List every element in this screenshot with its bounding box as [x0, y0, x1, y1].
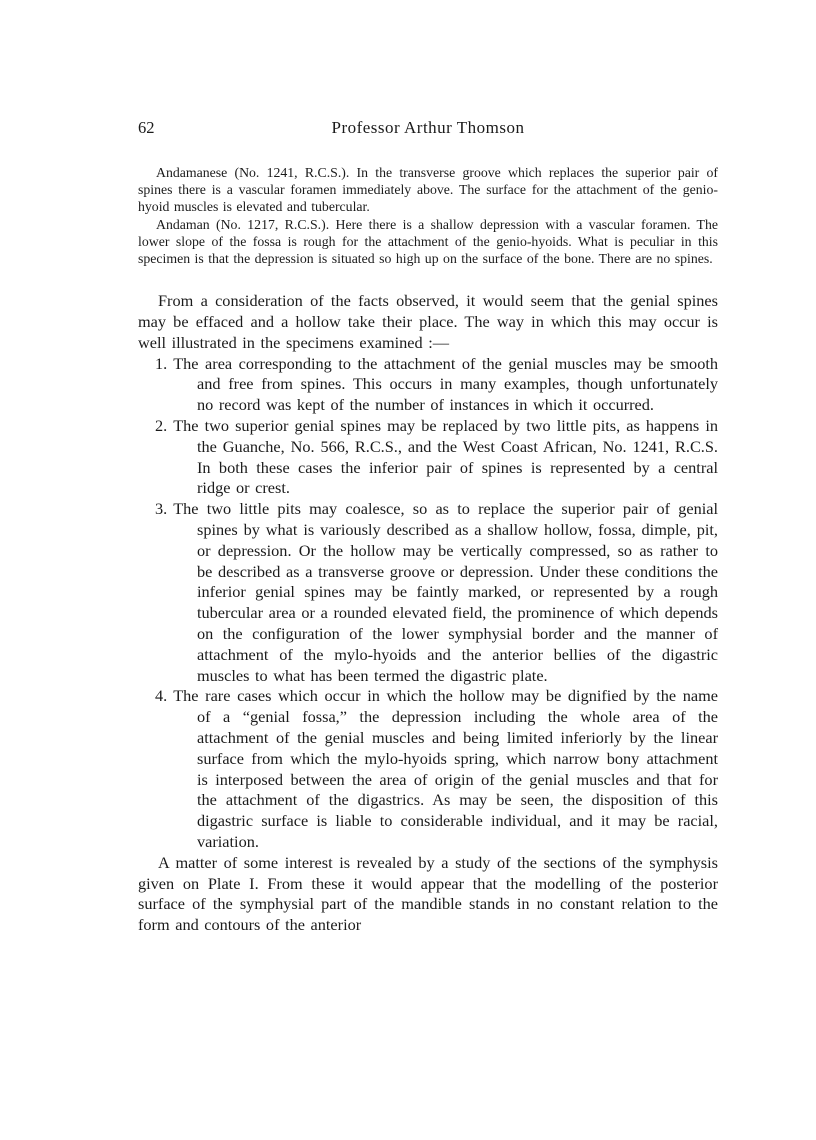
list-item-number: 3. — [155, 499, 168, 519]
list-item-number: 1. — [155, 353, 168, 373]
list-item — [138, 686, 718, 852]
closing-paragraph: A matter of some interest is revealed by a study of the sections of the symphysis given on Plate I. From these it would appear that the modelling of the posterior surface of the symphysial part of the mandible stands in no constant relation to the form and contours of the anterior — [138, 852, 718, 935]
list-item — [138, 499, 718, 686]
running-head: Professor Arthur Thomson — [331, 118, 525, 137]
page-number: 62 — [138, 118, 155, 137]
list-item — [138, 354, 718, 416]
list-item-number: 2. — [155, 416, 168, 435]
opening-paragraph: From a consideration of the facts observed, it would seem that the genial spines may be effaced and a hollow take their place. The way in which this may occur is well illustrated in the specimens examined :— — [138, 291, 718, 352]
specimen-note-andaman: Andaman (No. 1217, R.C.S.). Here there is a shallow depression with a vascular foramen. The lower slope of the fossa is rough for the attachment of the genio-hyoids. What is peculiar in this specimen is that the depression is situated so high up on the surface of the bone. There are no spines. — [138, 216, 718, 267]
list-item-number: 4. — [155, 686, 168, 706]
main-text-block — [138, 291, 718, 936]
list-item — [138, 416, 718, 499]
list-item-text: The area corresponding to the attachment of the genial muscles may be smooth and free from spines. This occurs in many examples, though unfortunately no record was kept of the number of instances in which it occurred. — [173, 353, 718, 415]
list-item-text: The rare cases which occur in which the hollow may be dignified by the name of a “genial fossa,” the depression including the whole area of the attachment of the genial muscles and being limited inferiorly by the linear surface from which the mylo-hyoids spring, which narrow bony attachment is interposed between the area of origin of the genial muscles and that for the attachment of the digastrics. As may be seen, the disposition of this digastric surface is liable to considerable individual, and it may be racial, variation. — [173, 686, 718, 851]
specimen-notes-block — [138, 164, 718, 267]
specimen-note-andamanese: Andamanese (No. 1241, R.C.S.). In the transverse groove which replaces the superior pair of spines there is a vascular foramen immediately above. The surface for the attachment of the genio-hyoid muscles is elevated and tubercular. — [138, 165, 718, 215]
list-item-text: The two superior genial spines may be replaced by two little pits, as happens in the Guanche, No. 566, R.C.S., and the West Coast African, No. 1241, R.C.S. In both these cases the inferior pair of spines is represented by a central ridge or crest. — [173, 416, 718, 498]
document-page — [138, 118, 718, 936]
page-header — [138, 118, 718, 142]
list-item-text: The two little pits may coalesce, so as to replace the superior pair of genial spines by what is variously described as a shallow hollow, fossa, dimple, pit, or depression. Or the hollow may be vertically compressed, so as rather to be described as a transverse groove or depression. Under these conditions the inferior genial spines may be faintly marked, or represented by a rough tubercular area or a rounded elevated field, the prominence of which depends on the configuration of the lower symphysial border and the manner of attachment of the mylo-hyoids and the anterior bellies of the digastric muscles to what has been termed the digastric plate. — [173, 499, 718, 685]
